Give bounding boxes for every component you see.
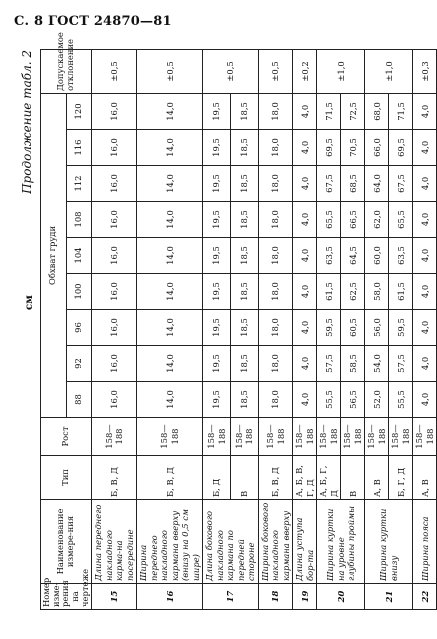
value-cell: 65,5 — [389, 202, 413, 238]
value-cell: 4,0 — [413, 274, 437, 310]
value-cell: 18,5 — [231, 166, 259, 202]
type-cell: А, В — [365, 456, 389, 500]
value-cell: 4,0 — [293, 238, 317, 274]
value-cell: 4,0 — [293, 310, 317, 346]
value-cell: 4,0 — [293, 166, 317, 202]
measurement-name: Ширина пояса — [413, 500, 437, 584]
value-cell: 18,5 — [231, 382, 259, 418]
chest-size-header: 112 — [66, 166, 92, 202]
value-cell: 4,0 — [293, 202, 317, 238]
tolerance-cell: ±1,0 — [317, 49, 365, 93]
col-type-header: Тип — [41, 456, 92, 500]
value-cell: 68,0 — [365, 93, 389, 129]
measurement-number: 20 — [317, 584, 365, 610]
col-name-header: Наименование измере-ния — [41, 500, 92, 584]
value-cell: 4,0 — [413, 238, 437, 274]
value-cell: 60,0 — [365, 238, 389, 274]
measurement-name: Ширина переднего накладного кармана вверху (внизу на 0,5 см шире) — [137, 500, 203, 584]
continuation-label: Продолжение табл. 2 — [20, 50, 34, 194]
height-cell: 158—188 — [203, 418, 231, 456]
type-cell: Б, Г, Д — [389, 456, 413, 500]
chest-size-header: 120 — [66, 93, 92, 129]
measurement-number: 21 — [365, 584, 413, 610]
value-cell: 55,5 — [389, 382, 413, 418]
value-cell: 14,0 — [137, 310, 203, 346]
height-cell: 158—188 — [293, 418, 317, 456]
col-tolerance-header: Допускаемое отклонение — [41, 49, 92, 93]
type-cell: Б, В, Д — [92, 456, 137, 500]
height-cell: 158—188 — [365, 418, 389, 456]
value-cell: 18,5 — [231, 130, 259, 166]
height-cell: 158—188 — [341, 418, 365, 456]
measurement-number: 15 — [92, 584, 137, 610]
value-cell: 67,5 — [389, 166, 413, 202]
value-cell: 19,5 — [203, 93, 231, 129]
value-cell: 18,0 — [258, 274, 293, 310]
height-cell: 158—188 — [137, 418, 203, 456]
page-header: С. 8 ГОСТ 24870—81 — [14, 14, 172, 29]
chest-size-header: 108 — [66, 202, 92, 238]
table-row — [258, 49, 293, 609]
value-cell: 14,0 — [137, 382, 203, 418]
value-cell: 60,5 — [341, 310, 365, 346]
value-cell: 52,0 — [365, 382, 389, 418]
measurement-name: Длина бокового накладного кармана по передней стороне — [203, 500, 259, 584]
value-cell: 19,5 — [203, 310, 231, 346]
value-cell: 18,5 — [231, 202, 259, 238]
value-cell: 18,5 — [231, 238, 259, 274]
value-cell: 4,0 — [413, 346, 437, 382]
type-cell: Б, В, Д — [137, 456, 203, 500]
chest-size-header: 96 — [66, 310, 92, 346]
value-cell: 55,5 — [317, 382, 341, 418]
value-cell: 62,0 — [365, 202, 389, 238]
unit-label: см — [24, 295, 35, 310]
value-cell: 16,0 — [92, 310, 137, 346]
measurement-name: Ширина бокового накладного кармана вверху — [258, 500, 293, 584]
height-cell: 158—188 — [413, 418, 437, 456]
measurement-number: 22 — [413, 584, 437, 610]
value-cell: 16,0 — [92, 166, 137, 202]
measurement-number: 16 — [137, 584, 203, 610]
measurement-name: Ширина куртки на уровне глубины проймы — [317, 500, 365, 584]
value-cell: 69,5 — [389, 130, 413, 166]
value-cell: 16,0 — [92, 382, 137, 418]
rotated-table-page — [18, 32, 435, 610]
height-cell: 158—188 — [231, 418, 259, 456]
type-cell: А, Б, Г, Д — [317, 456, 341, 500]
measurement-name: Ширина куртки внизу — [365, 500, 413, 584]
tolerance-cell: ±1,0 — [365, 49, 413, 93]
value-cell: 18,0 — [258, 93, 293, 129]
value-cell: 14,0 — [137, 202, 203, 238]
value-cell: 14,0 — [137, 130, 203, 166]
value-cell: 4,0 — [413, 166, 437, 202]
tolerance-cell: ±0,5 — [203, 49, 259, 93]
value-cell: 18,0 — [258, 130, 293, 166]
value-cell: 56,5 — [341, 382, 365, 418]
value-cell: 19,5 — [203, 238, 231, 274]
value-cell: 59,5 — [317, 310, 341, 346]
value-cell: 4,0 — [293, 130, 317, 166]
table-row — [137, 49, 203, 609]
table-row — [365, 49, 389, 609]
value-cell: 4,0 — [413, 130, 437, 166]
value-cell: 56,0 — [365, 310, 389, 346]
value-cell: 4,0 — [293, 93, 317, 129]
col-height-header: Рост — [41, 418, 92, 456]
value-cell: 70,5 — [341, 130, 365, 166]
table-row — [317, 49, 341, 609]
value-cell: 69,5 — [317, 130, 341, 166]
value-cell: 19,5 — [203, 346, 231, 382]
value-cell: 16,0 — [92, 93, 137, 129]
value-cell: 67,5 — [317, 166, 341, 202]
table-row — [92, 49, 137, 609]
value-cell: 19,5 — [203, 166, 231, 202]
chest-size-header: 104 — [66, 238, 92, 274]
type-cell: В — [341, 456, 365, 500]
value-cell: 72,5 — [341, 93, 365, 129]
value-cell: 14,0 — [137, 166, 203, 202]
value-cell: 59,5 — [389, 310, 413, 346]
col-chest-header: Обхват груди — [41, 93, 67, 417]
value-cell: 19,5 — [203, 202, 231, 238]
value-cell: 16,0 — [92, 202, 137, 238]
value-cell: 19,5 — [203, 130, 231, 166]
value-cell: 19,5 — [203, 382, 231, 418]
chest-size-header: 88 — [66, 382, 92, 418]
value-cell: 18,0 — [258, 382, 293, 418]
value-cell: 71,5 — [317, 93, 341, 129]
value-cell: 62,5 — [341, 274, 365, 310]
height-cell: 158—188 — [92, 418, 137, 456]
value-cell: 64,5 — [341, 238, 365, 274]
value-cell: 66,5 — [341, 202, 365, 238]
value-cell: 18,0 — [258, 310, 293, 346]
value-cell: 63,5 — [389, 238, 413, 274]
value-cell: 4,0 — [293, 346, 317, 382]
value-cell: 66,0 — [365, 130, 389, 166]
measurement-number: 18 — [258, 584, 293, 610]
value-cell: 4,0 — [293, 382, 317, 418]
value-cell: 18,5 — [231, 274, 259, 310]
value-cell: 14,0 — [137, 93, 203, 129]
value-cell: 14,0 — [137, 346, 203, 382]
table-row — [203, 49, 231, 609]
value-cell: 18,5 — [231, 310, 259, 346]
table-row — [413, 49, 437, 609]
height-cell: 158—188 — [317, 418, 341, 456]
value-cell: 14,0 — [137, 274, 203, 310]
tolerance-cell: ±0,5 — [258, 49, 293, 93]
value-cell: 4,0 — [413, 93, 437, 129]
type-cell: А, В — [413, 456, 437, 500]
value-cell: 58,0 — [365, 274, 389, 310]
measurement-number: 19 — [293, 584, 317, 610]
value-cell: 4,0 — [413, 382, 437, 418]
value-cell: 61,5 — [317, 274, 341, 310]
tolerance-cell: ±0,3 — [413, 49, 437, 93]
value-cell: 63,5 — [317, 238, 341, 274]
table-body — [92, 49, 437, 609]
type-cell: Б, Д — [203, 456, 231, 500]
tolerance-cell: ±0,5 — [137, 49, 203, 93]
value-cell: 65,5 — [317, 202, 341, 238]
value-cell: 18,5 — [231, 346, 259, 382]
measurement-number: 17 — [203, 584, 259, 610]
value-cell: 61,5 — [389, 274, 413, 310]
value-cell: 71,5 — [389, 93, 413, 129]
value-cell: 18,0 — [258, 346, 293, 382]
chest-size-header: 92 — [66, 346, 92, 382]
tolerance-cell: ±0,2 — [293, 49, 317, 93]
value-cell: 64,0 — [365, 166, 389, 202]
value-cell: 14,0 — [137, 238, 203, 274]
value-cell: 4,0 — [293, 274, 317, 310]
value-cell: 16,0 — [92, 274, 137, 310]
value-cell: 18,5 — [231, 93, 259, 129]
value-cell: 68,5 — [341, 166, 365, 202]
value-cell: 57,5 — [389, 346, 413, 382]
chest-size-header: 116 — [66, 130, 92, 166]
value-cell: 4,0 — [413, 310, 437, 346]
value-cell: 57,5 — [317, 346, 341, 382]
tolerance-cell: ±0,5 — [92, 49, 137, 93]
chest-size-header: 100 — [66, 274, 92, 310]
table-row — [293, 49, 317, 609]
type-cell: А, Б, В, Г, Д — [293, 456, 317, 500]
value-cell: 16,0 — [92, 238, 137, 274]
height-cell: 158—188 — [258, 418, 293, 456]
value-cell: 54,0 — [365, 346, 389, 382]
measurements-table — [40, 32, 437, 610]
value-cell: 16,0 — [92, 346, 137, 382]
measurement-name: Длина переднего накладного карма-на посередине — [92, 500, 137, 584]
type-cell: В — [231, 456, 259, 500]
height-cell: 158—188 — [389, 418, 413, 456]
type-cell: Б, В, Д — [258, 456, 293, 500]
value-cell: 58,5 — [341, 346, 365, 382]
col-number-header: Номер изме-рения на чертеже — [41, 584, 92, 610]
value-cell: 18,0 — [258, 166, 293, 202]
value-cell: 4,0 — [413, 202, 437, 238]
value-cell: 16,0 — [92, 130, 137, 166]
value-cell: 18,0 — [258, 202, 293, 238]
value-cell: 19,5 — [203, 274, 231, 310]
measurement-name: Длина уступа бор-та — [293, 500, 317, 584]
value-cell: 18,0 — [258, 238, 293, 274]
